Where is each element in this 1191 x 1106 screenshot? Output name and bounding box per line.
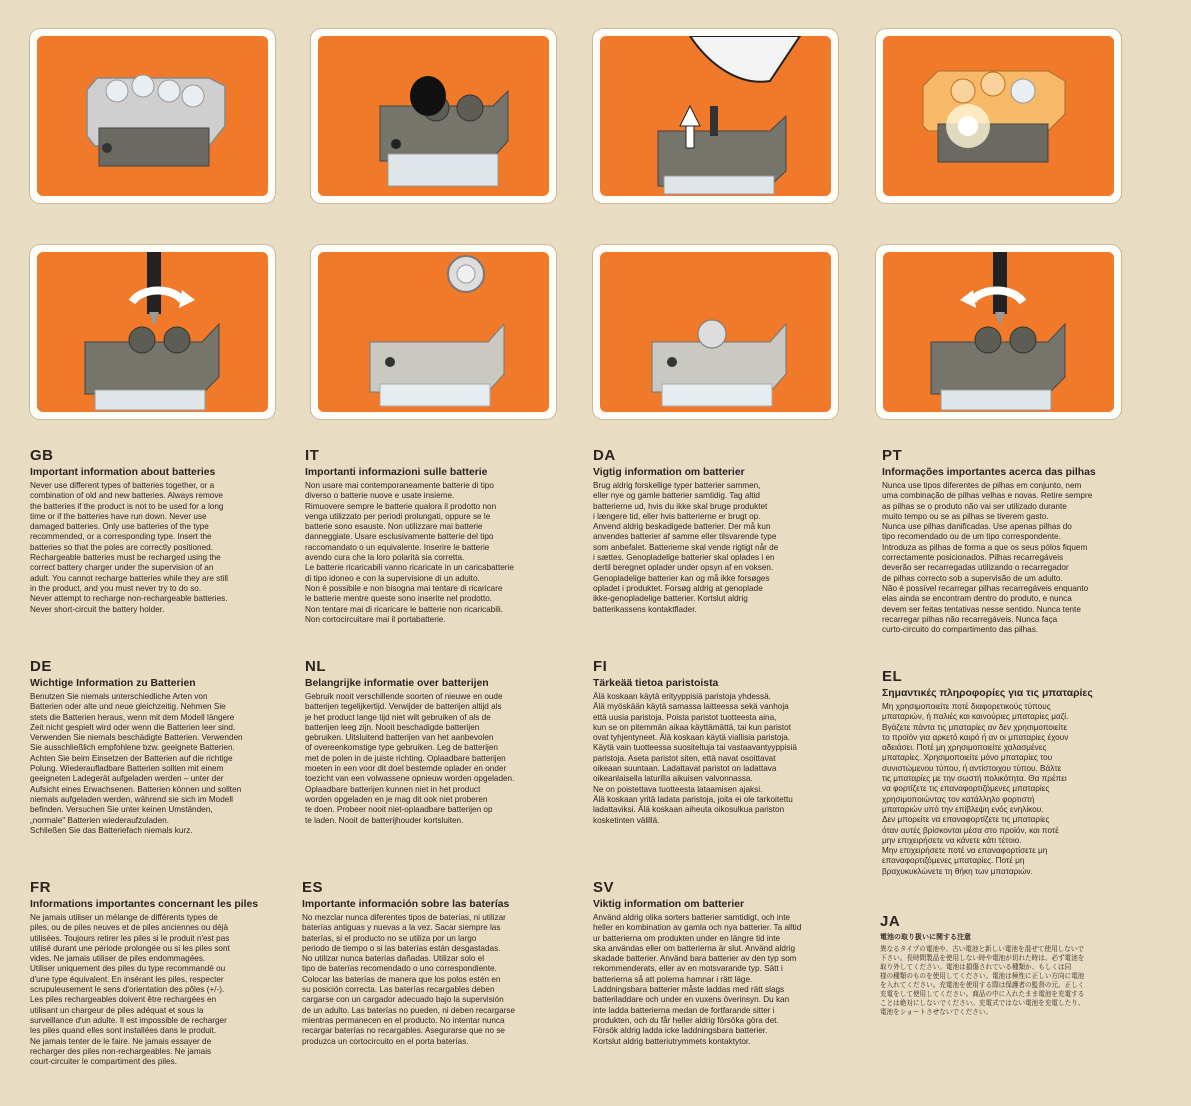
- section-title: Vigtig information om batterier: [593, 467, 745, 478]
- language-code: SV: [593, 879, 615, 896]
- section-body: Benutzen Sie niemals unterschiedliche Arten von Batterien oder alte und neue gleichzeitig. Nehmen Sie stets die Batterien heraus, wenn mit dem Modell längere Zeit nicht gespielt wird oder wenn die Batterien leer sind. Verwenden Sie niemals beschädigte Batterien. Verwenden Sie ausschließlich empfohlene bzw. geeignete Batterien. Achten Sie beim Einsetzen der Batterien auf die richtige Polung. Wiederaufladbare Batterien sollten mit einem geeigneten Ladegerät aufgeladen werden – unter der Aufsicht eines Erwachsenen. Batterien können und sollten niemals aufgeladen werden, während sie sich im Modell befinden. Versuchen Sie unter keinen Umständen, „normale" Batterien wiederaufzuladen. Schließen Sie das Batteriefach niemals kurz.: [30, 692, 243, 835]
- open-tool-illustration: [318, 36, 549, 196]
- section-sv: [593, 879, 855, 1047]
- language-code: PT: [882, 447, 903, 464]
- section-da: [593, 447, 855, 615]
- section-body: No mezclar nunca diferentes tipos de baterías, ni utilizar baterías antiguas y nuevas a la vez. Sacar siempre las baterías, si el producto no se utiliza por un largo periodo de tiempo o si las baterías están desgastadas. No utilizar nunca baterías dañadas. Utilizar solo el tipo de baterías recomendado o uno correspondiente. Colocar las baterías de manera que los polos estén en su posición correcta. Las baterías recargables deben cargarse con un cargador adecuado bajo la supervisión de un adulto. Las baterías no pueden, ni deben recargarse mientras permanecen en el producto. No intentar nunca recargar baterías no recargables. Asegurarse que no se produzca un cortocircuito en el porta baterías.: [302, 913, 516, 1046]
- section-title: Σημαντικές πληροφορίες για τις μπαταρίες: [882, 688, 1093, 699]
- section-body: Μη χρησιμοποιείτε ποτέ διαφορετικούς τύπους μπαταριών, ή παλιές και καινούριες μπαταρίες μαζί. Βγάζετε πάντα τις μπαταρίες αν δεν χρησιμοποιείτε το προϊόν για αρκετό καιρό ή αν οι μπαταρίες έχουν αδειάσει. Ποτέ μη χρησιμοποιείτε χαλασμένες μπαταρίες. Χρησιμοποιείτε μόνο μπαταρίες του συνιστώμενου τύπου, ή αντίστοιχου τύπου. Βάλτε τις μπαταρίες με την σωστή πολικότητα. Θα πρέπει να φορτίζετε τις επαναφορτιζόμενες μπαταρίες χρησιμοποιώντας τον κατάλληλο φορτιστή μπαταριών υπό την επίβλεψη ενός ενηλίκου. Δεν μπορείτε να επαναφορτίζετε τις μπαταρίες όταν αυτές βρίσκονται μέσα στο προϊόν, και ποτέ μην επιχειρήσετε να κάνετε κάτι τέτοιο. Μην επιχειρήσετε ποτέ να επαναφορτίσετε μη επαναφορτιζόμενες μπαταρίες. Ποτέ μη βραχυκυκλώνετε τη θήκη των μπαταριών.: [882, 702, 1069, 876]
- language-code: DE: [30, 658, 52, 675]
- language-code: EL: [882, 668, 903, 685]
- section-el: [882, 668, 1172, 877]
- section-title: Importante información sobre las baterías: [302, 899, 510, 910]
- section-es: [302, 879, 564, 1047]
- section-body: Ne jamais utiliser un mélange de différents types de piles, ou de piles neuves et de piles anciennes ou déjà utilisées. Toujours retirer les piles si le produit n'est pas utilisé durant une période prolongée ou si les piles sont vides. Ne jamais utiliser de piles endommagées. Utiliser uniquement des piles du type recommandé ou d'une type équivalent. En insérant les piles, respecter scrupuleusement le sens d'orientation des pôles (+/-). Les piles rechargeables doivent être rechargées en utilisant un chargeur de piles adéquat et sous la surveillance d'un adulte. Il est impossible de recharger les piles quand elles sont installées dans le produit. Ne jamais tenter de le faire. Ne jamais essayer de recharger des piles non-rechargeables. Ne jamais court-circuiter le compartiment des piles.: [30, 913, 230, 1067]
- language-code: FR: [30, 879, 51, 896]
- section-de: [30, 658, 292, 836]
- step-panel-4: [876, 29, 1121, 203]
- section-body: Brug aldrig forskellige typer batterier sammen, eller nye og gamle batterier samtidig. Tag altid batterierne ud, hvis du ikke skal bruge produktet i længere tid, eller hvis batterierne er brugt op. Anvend aldrig beskadigede batterier. Der må kun anvendes batterier af samme eller tilsvarende type som anbefalet. Batterierne skal vende rigtigt når de i sættes. Genopladelige batterier skal oplades i en dertil beregnet oplader under opsyn af en voksen. Genopladelige batterier kan og må ikke forsøges opladet i produktet. Forsøg aldrig at genoplade ikke-genopladelige batterier. Kortslut aldrig batterikassens kontaktflader.: [593, 481, 779, 614]
- section-title: Importanti informazioni sulle batterie: [305, 467, 488, 478]
- section-body: Använd aldrig olika sorters batterier samtidigt, och inte heller en kombination av gamla och nya batterier. Ta alltid ur batterierna om produkten under en längre tid inte ska användas eller om batterierna är slut. Använd aldrig skadade batterier. Använd bara batterier av den typ som rekommenderats, eller av en motsvarande typ. Sätt i batterierna så att polerna hamnar i rätt läge. Laddningsbara batterier måste laddas med rätt slags batteriladdare och under en vuxens överinsyn. Du kan inte ladda batterierna medan de fortfarande sitter i produkten, och du får heller aldrig försöka göra det. Försök aldrig ladda icke laddningsbara batterier. Kortslut aldrig batteriutrymmets kontaktytor.: [593, 913, 802, 1046]
- light-brick-illustration: [37, 36, 268, 196]
- section-body: Älä koskaan käytä erityyppisiä paristoja yhdessä. Älä myöskään käytä samassa laitteessa sekä vanhoja että uusia paristoja. Poista paristot tuotteesta aina, kun se on pitemmän aikaa käyttämättä, tai kun paristot ovat tyhjentyneet. Älä koskaan käytä viallisia paristoja. Käytä vain tuotteessa suositeltuja tai vastaavantyyppisiä paristoja. Aseta paristot siten, että navat osoittavat oikeaan suuntaan. Ladattavat paristot on ladattava oikeanlaisella laturilla aikuisen valvonnassa. Ne on poistettava tuotteesta lataamisen ajaksi. Älä koskaan yritä ladata paristoja, joita ei ole tarkoitettu ladattaviksi. Älä koskaan aiheuta oikosulkua pariston kosketinten välillä.: [593, 692, 797, 825]
- language-code: GB: [30, 447, 54, 464]
- step-panel-7: [593, 245, 838, 419]
- section-fi: [593, 658, 855, 826]
- lift-lid-illustration: [600, 36, 831, 196]
- language-code: IT: [305, 447, 320, 464]
- step-panel-2: [311, 29, 556, 203]
- section-it: [305, 447, 567, 625]
- unscrew-illustration: [37, 252, 268, 412]
- step-panel-3: [593, 29, 838, 203]
- step-panel-8: [876, 245, 1121, 419]
- step-panel-1: [30, 29, 275, 203]
- language-code: ES: [302, 879, 324, 896]
- section-body: Never use different types of batteries together, or a combination of old and new batteries. Always remove the batteries if the product is not to be used for a long time or if the batteries have run down. Never use damaged batteries. Only use batteries of the type recommended, or a corresponding type. Insert the batteries so that the poles are correctly positioned. Rechargeable batteries must be recharged using the correct battery charger under the supervision of an adult. You cannot recharge batteries while they are still in the product, and you must never try to do so. Never attempt to recharge non-rechargeable batteries. Never short-circuit the battery holder.: [30, 481, 228, 614]
- language-code: NL: [305, 658, 326, 675]
- battery-glow-illustration: [883, 36, 1114, 196]
- language-code: JA: [880, 913, 901, 930]
- screw-closed-illustration: [883, 252, 1114, 412]
- insert-battery-illustration: [318, 252, 549, 412]
- section-title: Important information about batteries: [30, 467, 216, 478]
- section-title: 電池の取り扱いに関する注意: [880, 934, 971, 941]
- section-body: Gebruik nooit verschillende soorten of nieuwe en oude batterijen tegelijkertijd. Verwijder de batterijen altijd als je het product lange tijd niet wilt gebruiken of als de batterijen leeg zijn. Nooit beschadigde batterijen gebruiken. Uitsluitend batterijen van het aanbevolen of overeenkomstige type gebruiken. Leg de batterijen met de polen in de juiste richting. Oplaadbare batterijen moeten in een voor dit doel bestemde oplader en onder toezicht van een volwassene opnieuw worden opgeladen. Oplaadbare batterijen kunnen niet in het product worden opgeladen en je mag dit ook niet proberen te doen. Probeer nooit niet-oplaadbare batterijen op te laden. Nooit de batterijhouder kortsluiten.: [305, 692, 515, 825]
- section-pt: [882, 447, 1144, 635]
- section-title: Tärkeää tietoa paristoista: [593, 678, 719, 689]
- section-title: Viktig information om batterier: [593, 899, 745, 910]
- section-title: Wichtige Information zu Batterien: [30, 678, 196, 689]
- language-code: FI: [593, 658, 608, 675]
- language-code: DA: [593, 447, 616, 464]
- step-panel-5: [30, 245, 275, 419]
- section-ja: [880, 913, 1142, 1017]
- battery-seated-illustration: [600, 252, 831, 412]
- section-title: Belangrijke informatie over batterijen: [305, 678, 489, 689]
- section-nl: [305, 658, 567, 826]
- section-gb: [30, 447, 292, 615]
- section-title: Informações importantes acerca das pilhas: [882, 467, 1096, 478]
- section-fr: [30, 879, 292, 1067]
- section-body: 異なるタイプの電池や、古い電池と新しい電池を混ぜて使用しないで 下さい。長時間製品を使用しない時や電池が切れた時は、必ず電池を 取り外してください。電池は損傷されている種類か、もしくは同 様の種類のものを使用してください。電池は極性に正しい方向に電池 を入れてください。充電池を使用する際は保護者の監督の元、正しく 充電をして使用してください。商品の中に入れたまま電池を充電する ことは絶対にしないでください。充電式ではない電池を充電したり、 電池をショートさせないでください。: [880, 946, 1085, 1016]
- section-title: Informations importantes concernant les piles: [30, 899, 259, 910]
- section-body: Nunca use tipos diferentes de pilhas em conjunto, nem uma combinação de pilhas velhas e novas. Retire sempre as pilhas se o produto não vai ser utilizado durante muito tempo ou se as pilhas se tiverem gasto. Nunca use pilhas danificadas. Use apenas pilhas do tipo recomendado ou de um tipo correspondente. Introduza as pilhas de forma a que os seus pólos fiquem correctamente posicionados. Pilhas recarregáveis deverão ser recarregadas utilizando o recarregador de pilhas correcto sob a supervisão de um adulto. Não é possível recarregar pilhas recarregáveis enquanto elas ainda se encontram dentro do produto, e nunca devem ser feitas tentativas nesse sentido. Nunca tente recarregar pilhas não recarregáveis. Nunca faça curto-circuito do compartimento das pilhas.: [882, 481, 1093, 635]
- section-body: Non usare mai contemporaneamente batterie di tipo diverso o batterie nuove e usate insieme. Rimuovere sempre le batterie qualora il prodotto non venga utilizzato per periodi prolungati, oppure se le batterie sono esauste. Non utilizzare mai batterie danneggiate. Usare esclusivamente batterie del tipo raccomandato o un equivalente. Inserire le batterie avendo cura che la loro polarità sia corretta. Le batterie ricaricabili vanno ricaricate in un caricabatterie di tipo idoneo e con la supervisione di un adulto. Non è possibile e non bisogna mai tentare di ricaricare le batterie mentre queste sono inserite nel prodotto. Non tentare mai di ricaricare le batterie non ricaricabili. Non cortocircuitare mai il portabatterie.: [305, 481, 514, 624]
- step-panel-6: [311, 245, 556, 419]
